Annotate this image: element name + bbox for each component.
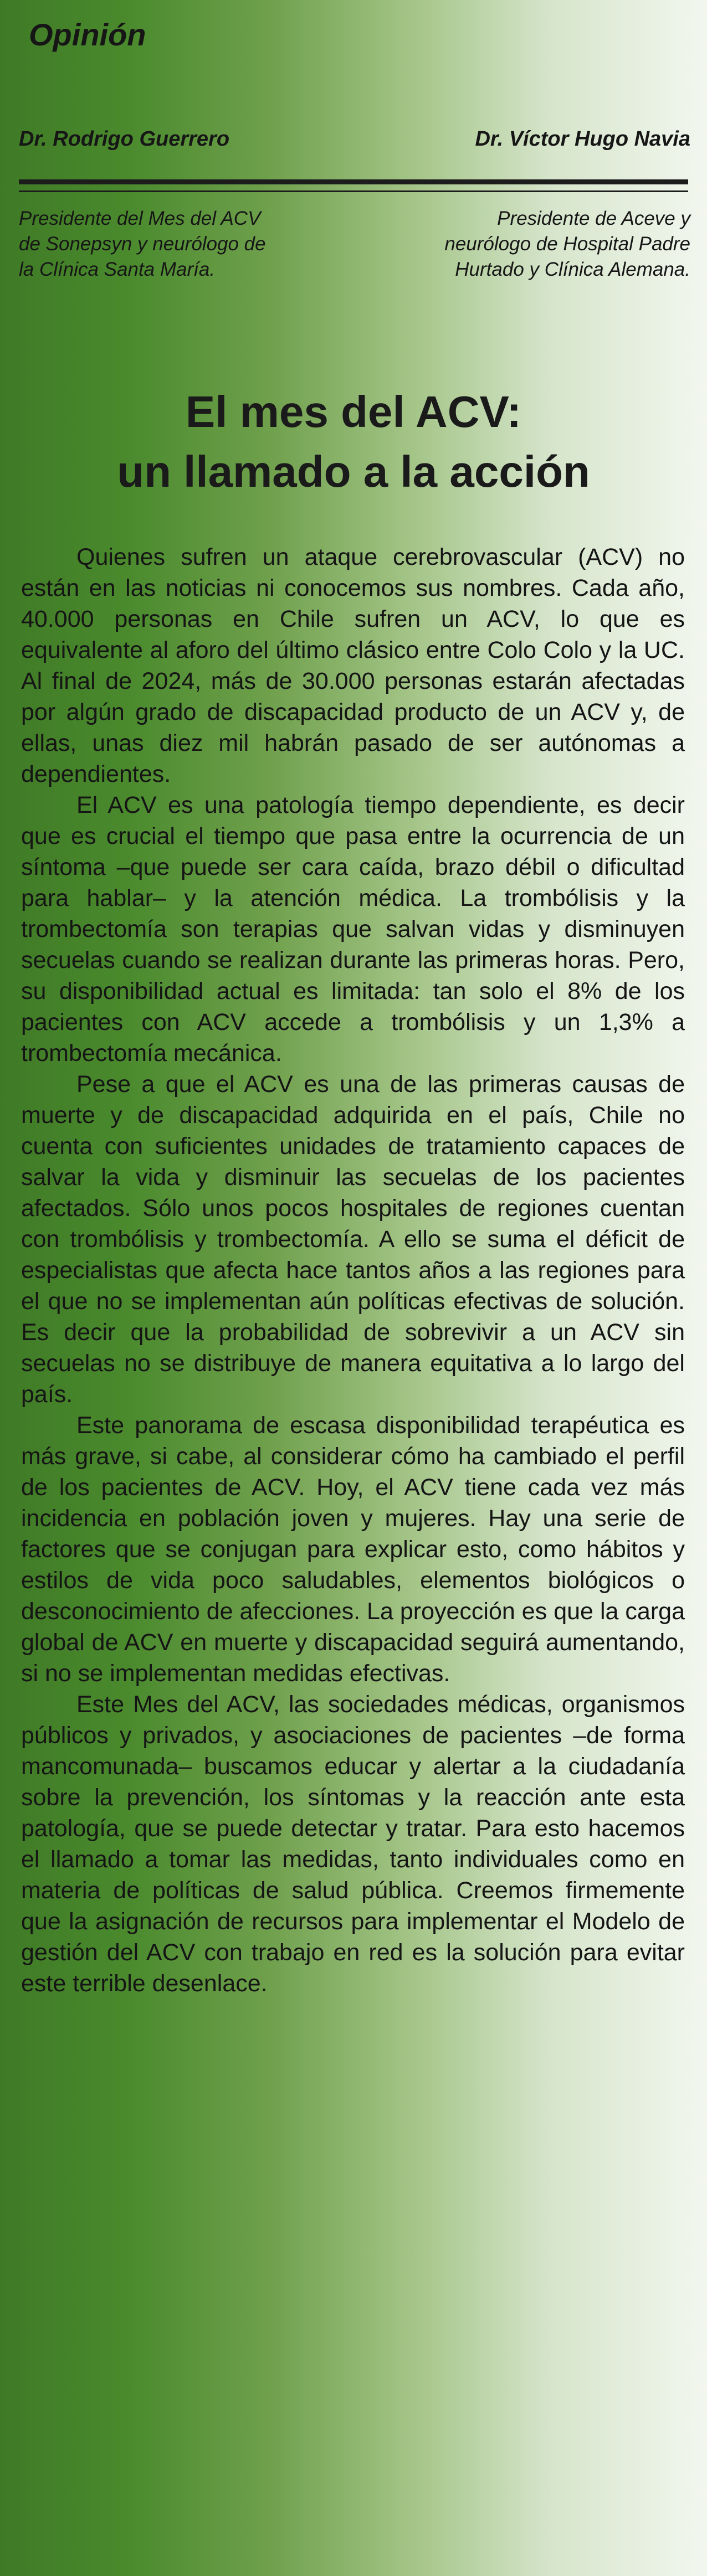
headline-line: un llamado a la acción: [117, 447, 590, 496]
author-name-right: Dr. Víctor Hugo Navia: [475, 127, 690, 151]
header-rule-thin: [19, 190, 688, 192]
headline-line: El mes del ACV:: [185, 387, 522, 436]
author-role-right: [444, 206, 690, 282]
article-body: [21, 542, 685, 1999]
body-paragraph: Este panorama de escasa disponibilidad terapéutica es más grave, si cabe, al considerar cómo ha cambiado el perfil de los pacientes de ACV. Hoy, el ACV tiene cada vez más incidencia en población joven y mujeres. Hay una serie de factores que se conjugan para explicar esto, como hábitos y estilos de vida poco saludables, elementos biológicos o desconocimiento de afecciones. La proyección es que la carga global de ACV en muerte y discapacidad seguirá aumentando, si no se implementan medidas efectivas.: [21, 1412, 685, 1687]
section-label: Opinión: [29, 17, 146, 52]
body-paragraph: Este Mes del ACV, las sociedades médicas, organismos públicos y privados, y asociaciones de pacientes –de forma mancomunada– buscamos educar y alertar a la ciudadanía sobre la prevención, los síntomas y la reacción ante esta patología, que se puede detectar y tratar. Para esto hacemos el llamado a tomar las medidas, tanto individuales como en materia de políticas de salud pública. Creemos firmemente que la asignación de recursos para implementar el Modelo de gestión del ACV con trabajo en red es la solución para evitar este terrible desenlace.: [21, 1691, 685, 1997]
author-name-left: Dr. Rodrigo Guerrero: [19, 127, 230, 151]
author-role-left: [19, 206, 266, 282]
author-role-line: la Clínica Santa María.: [19, 259, 216, 280]
author-role-line: de Sonepsyn y neurólogo de: [19, 233, 266, 255]
author-role-line: Presidente de Aceve y: [497, 208, 690, 229]
author-role-line: neurólogo de Hospital Padre: [444, 233, 690, 255]
author-role-line: Presidente del Mes del ACV: [19, 208, 261, 229]
header-rule-thick: [19, 179, 688, 184]
body-paragraph: El ACV es una patología tiempo dependiente, es decir que es crucial el tiempo que pasa entre la ocurrencia de un síntoma –que puede ser cara caída, brazo débil o dificultad para hablar– y la atención médica. La trombólisis y la trombectomía son terapias que salvan vidas y disminuyen secuelas cuando se realizan durante las primeras horas. Pero, su disponibilidad actual es limitada: tan solo el 8% de los pacientes con ACV accede a trombólisis y un 1,3% a trombectomía mecánica.: [21, 792, 685, 1067]
author-role-line: Hurtado y Clínica Alemana.: [455, 259, 690, 280]
body-paragraph: Quienes sufren un ataque cerebrovascular (ACV) no están en las noticias ni conocemos sus nombres. Cada año, 40.000 personas en Chile sufren un ACV, lo que es equivalente al aforo del último clásico entre Colo Colo y la UC. Al final de 2024, más de 30.000 personas estarán afectadas por algún grado de discapacidad producto de un ACV y, de ellas, unas diez mil habrán pasado de ser autónomas a dependientes.: [21, 544, 685, 787]
article-headline: [0, 382, 707, 502]
body-paragraph: Pese a que el ACV es una de las primeras causas de muerte y de discapacidad adquirida en el país, Chile no cuenta con suficientes unidades de tratamiento capaces de salvar la vida y disminuir las secuelas de los pacientes afectados. Sólo unos pocos hospitales de regiones cuentan con trombólisis y trombectomía. A ello se suma el déficit de especialistas que afecta hace tantos años a las regiones para el que no se implementan aún políticas efectivas de solución. Es decir que la probabilidad de sobrevivir a un ACV sin secuelas no se distribuye de manera equitativa a lo largo del país.: [21, 1071, 685, 1408]
